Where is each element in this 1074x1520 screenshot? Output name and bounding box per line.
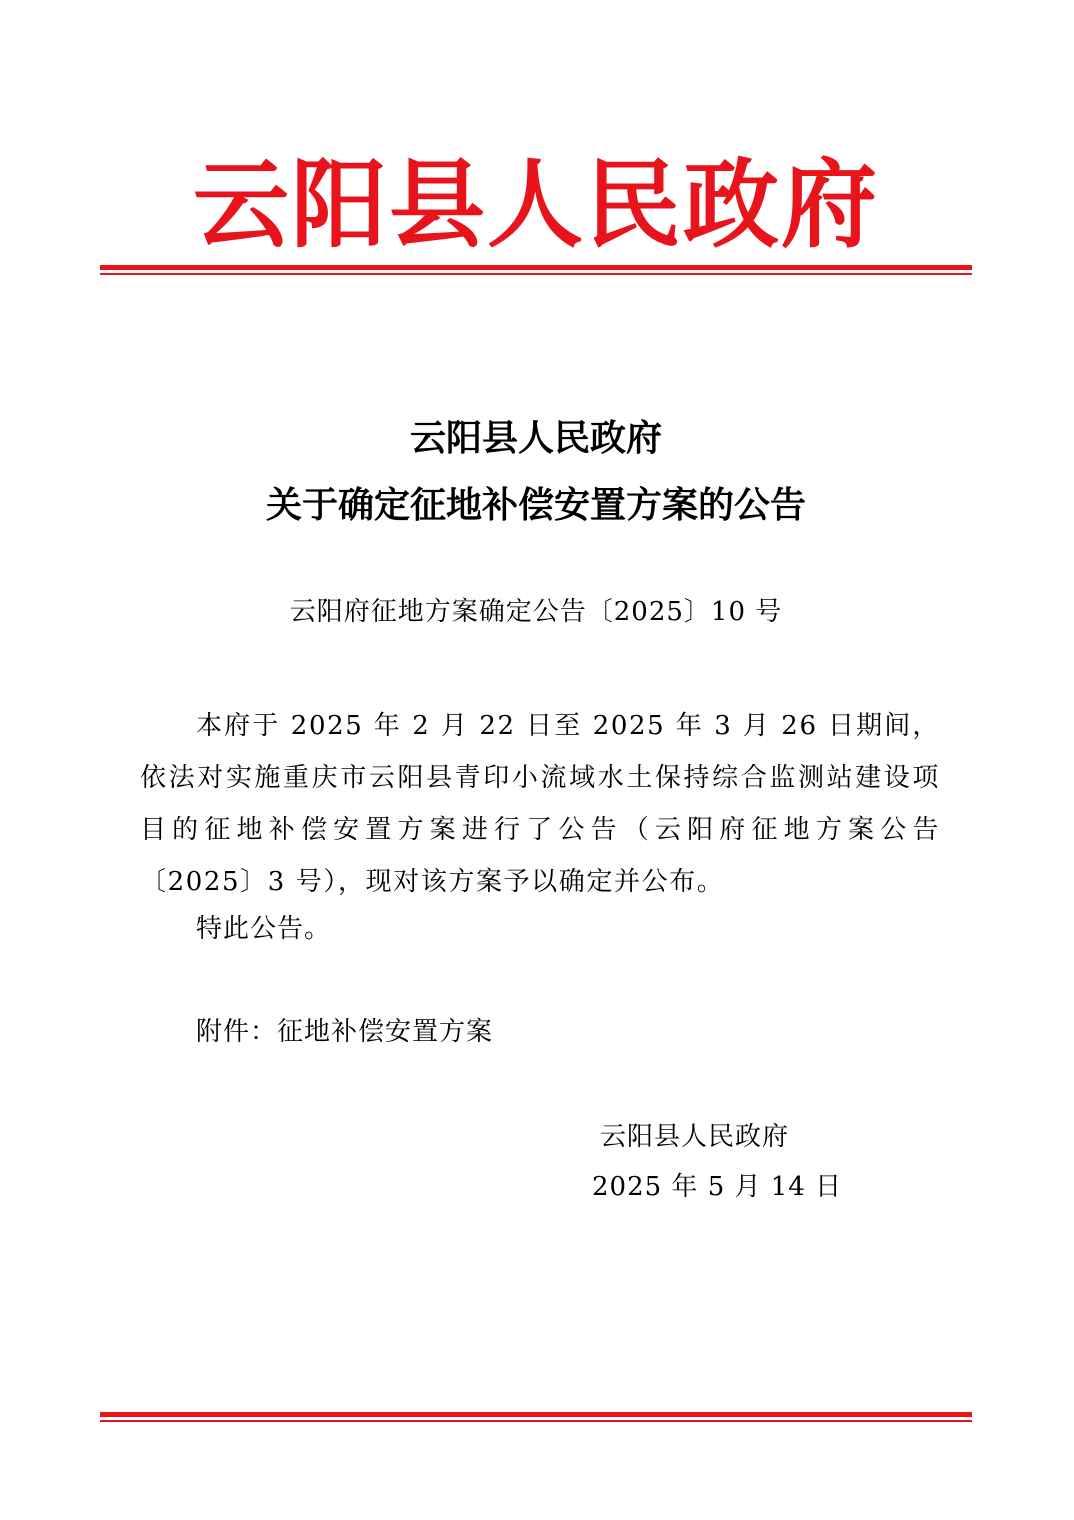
signature-issuer: 云阳县人民政府 <box>600 1122 790 1152</box>
masthead-title: 云阳县人民政府 <box>193 149 879 261</box>
footer-divider <box>100 1412 972 1422</box>
document-number: 云阳府征地方案确定公告〔2025〕10 号 <box>289 597 783 627</box>
closing-statement: 特此公告。 <box>196 914 332 944</box>
attachment-line: 附件：征地补偿安置方案 <box>196 1017 494 1047</box>
signature-date: 2025 年 5 月 14 日 <box>592 1172 843 1202</box>
body-paragraph: 本府于 2025 年 2 月 22 日至 2025 年 3 月 26 日期间，依法对实施重庆市云阳县青印小流域水土保持综合监测站建设项目的征地补偿安置方案进行了公告（云阳府征地方案公告〔2025〕3 号），现对该方案予以确定并公布。 <box>140 711 940 897</box>
divider-thin-line <box>100 1420 972 1422</box>
announcement-title-line-1: 云阳县人民政府 <box>409 417 662 459</box>
masthead-divider <box>100 265 972 275</box>
divider-thin-line <box>100 273 972 275</box>
announcement-title-line-2: 关于确定征地补偿安置方案的公告 <box>265 484 806 526</box>
